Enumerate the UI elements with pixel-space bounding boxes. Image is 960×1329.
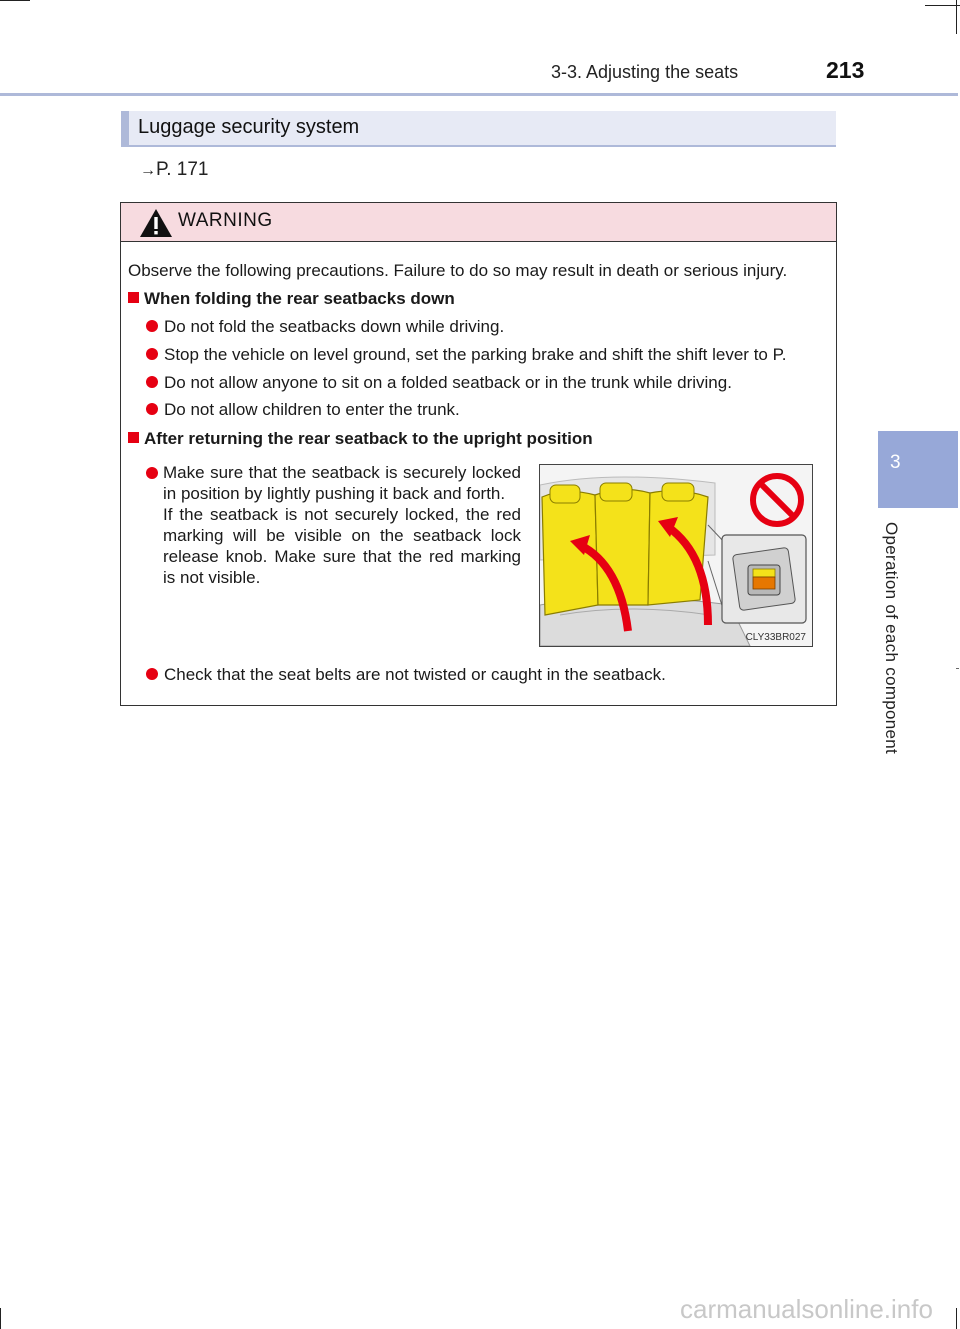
- list-item-text: If the seatback is not securely locked, the red marking will be visible on the seatback lock release knob. Make sure that the red marking is not visible.: [163, 505, 521, 587]
- seatback-illustration: [539, 464, 813, 647]
- warning-header: [121, 203, 836, 242]
- chapter-tab-number: 3: [890, 452, 901, 473]
- list-item: [146, 345, 786, 365]
- circle-bullet-icon: [146, 320, 158, 332]
- crop-mark: [925, 5, 960, 6]
- section-heading-title: Luggage security system: [138, 116, 360, 138]
- list-item: [163, 462, 521, 588]
- illustration-code: CLY33BR027: [745, 632, 806, 643]
- crop-mark: [0, 0, 30, 1]
- subsection-title: After returning the rear seatback to the upright position: [144, 429, 593, 448]
- page-reference[interactable]: [140, 159, 208, 181]
- warning-title: WARNING: [178, 210, 273, 231]
- list-item: [146, 373, 732, 393]
- warning-triangle-icon: [139, 208, 173, 238]
- divider: [956, 668, 959, 669]
- footer-watermark: carmanualsonline.info: [680, 1294, 933, 1324]
- list-item-text: Make sure that the seatback is securely locked in position by lightly pushing it back and forth.: [163, 463, 521, 503]
- header-section-title: 3-3. Adjusting the seats: [551, 62, 739, 82]
- circle-bullet-icon: [146, 348, 158, 360]
- list-item-text: Do not allow anyone to sit on a folded seatback or in the trunk while driving.: [164, 373, 732, 392]
- header-rule: [0, 93, 958, 96]
- page-reference-text: P. 171: [156, 159, 209, 180]
- circle-bullet-icon: [146, 376, 158, 388]
- subsection-title: When folding the rear seatbacks down: [144, 289, 455, 308]
- circle-bullet-icon: [146, 403, 158, 415]
- seat-drawing: [540, 465, 812, 646]
- list-item-text: Do not fold the seatbacks down while driving.: [164, 317, 505, 336]
- list-item: [146, 665, 666, 685]
- warning-box: [120, 202, 837, 706]
- warning-subsection-heading: [128, 289, 455, 309]
- circle-bullet-icon: [146, 668, 158, 680]
- square-bullet-icon: [128, 432, 139, 443]
- section-heading: [121, 111, 836, 147]
- list-item: [146, 400, 460, 420]
- chapter-tab-label: Operation of each component: [882, 522, 901, 755]
- page-number: 213: [826, 57, 865, 83]
- arrow-right-icon: →: [140, 162, 156, 179]
- list-item-text: Do not allow children to enter the trunk.: [164, 400, 460, 419]
- square-bullet-icon: [128, 292, 139, 303]
- list-item-text: Check that the seat belts are not twisted or caught in the seatback.: [164, 665, 666, 684]
- section-heading-bar: [121, 111, 129, 145]
- list-item: [146, 317, 504, 337]
- crop-mark: [0, 1308, 1, 1329]
- warning-intro: Observe the following precautions. Failure to do so may result in death or serious injury.: [128, 261, 788, 280]
- circle-bullet-icon: [146, 467, 158, 479]
- crop-mark: [956, 1308, 957, 1329]
- warning-subsection-heading: [128, 429, 593, 449]
- crop-mark: [956, 0, 957, 34]
- list-item-text: Stop the vehicle on level ground, set the parking brake and shift the shift lever to P.: [164, 345, 787, 364]
